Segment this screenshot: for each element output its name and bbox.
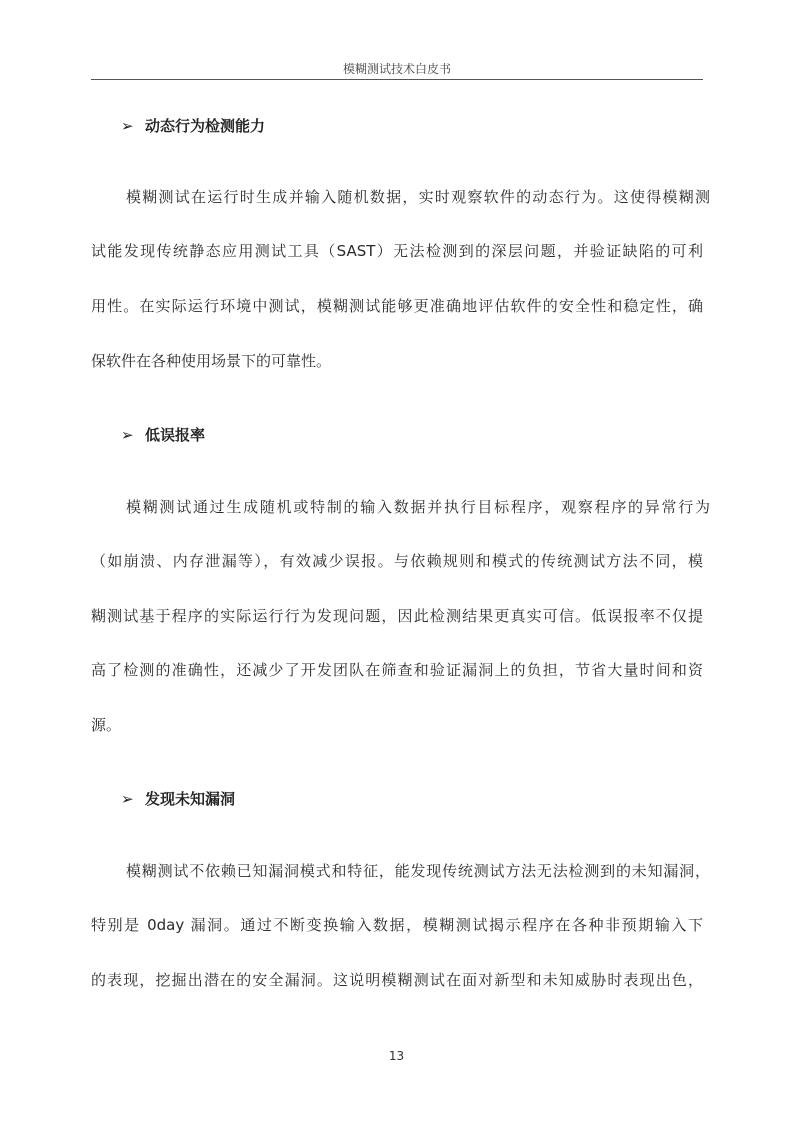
section-heading-unknown-vulnerabilities: [121, 788, 235, 809]
arrowhead-bullet-icon: ➢: [121, 117, 134, 135]
paragraph-line: 的表现，挖掘出潜在的安全漏洞。这说明模糊测试在面对新型和未知威胁时表现出色，: [91, 971, 703, 989]
section-heading-text: 发现未知漏洞: [145, 790, 236, 808]
arrowhead-bullet-icon: ➢: [121, 790, 134, 808]
paragraph-line: 高了检测的准确性，还减少了开发团队在筛查和验证漏洞上的负担，节省大量时间和资: [91, 661, 703, 679]
paragraph-line: 模糊测试通过生成随机或特制的输入数据并执行目标程序，观察程序的异常行为: [126, 498, 710, 516]
paragraph-line: 糊测试基于程序的实际运行行为发现问题，因此检测结果更真实可信。低误报率不仅提: [91, 607, 703, 625]
page-number: 13: [388, 1049, 405, 1063]
paragraph-line: 试能发现传统静态应用测试工具（SAST）无法检测到的深层问题，并验证缺陷的可利: [91, 242, 703, 260]
paragraph-line: 保软件在各种使用场景下的可靠性。: [91, 352, 332, 370]
section-heading-text: 低误报率: [145, 426, 206, 444]
section-heading-dynamic-behavior: [121, 115, 265, 136]
section-heading-text: 动态行为检测能力: [145, 117, 266, 135]
paragraph-line: 用性。在实际运行环境中测试，模糊测试能够更准确地评估软件的安全性和稳定性，确: [91, 297, 703, 315]
paragraph-line: （如崩溃、内存泄漏等），有效减少误报。与依赖规则和模式的传统测试方法不同，模: [91, 552, 703, 570]
paragraph-line: 模糊测试在运行时生成并输入随机数据，实时观察软件的动态行为。这使得模糊测: [126, 188, 710, 206]
arrowhead-bullet-icon: ➢: [121, 426, 134, 444]
header-divider: [91, 79, 703, 80]
paragraph-line: 模糊测试不依赖已知漏洞模式和特征，能发现传统测试方法无法检测到的未知漏洞，: [126, 862, 710, 880]
page-header-title: 模糊测试技术白皮书: [342, 62, 451, 76]
paragraph-line: 源。: [91, 716, 122, 734]
paragraph-line: 特别是 0day 漏洞。通过不断变换输入数据，模糊测试揭示程序在各种非预期输入下: [91, 916, 703, 934]
section-heading-low-false-positive: [121, 424, 205, 445]
